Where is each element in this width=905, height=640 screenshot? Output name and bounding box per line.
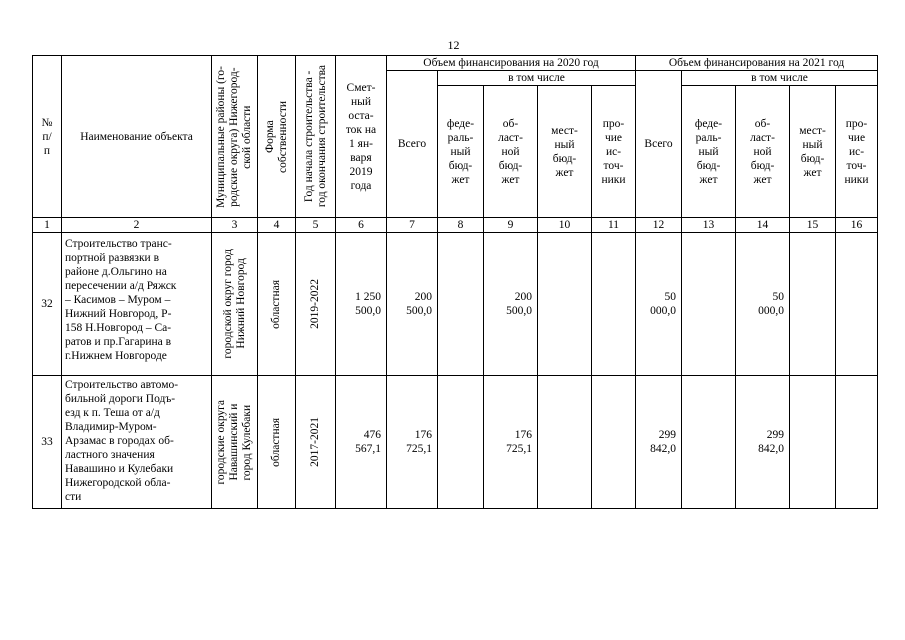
row-local-2020: [538, 376, 592, 509]
row-local-2021: [790, 233, 836, 376]
header-ownership: Форма собственности: [258, 56, 296, 218]
column-number: 13: [682, 218, 736, 233]
row-total-2021: 50 000,0: [636, 233, 682, 376]
header-estimate: Смет- ный оста- ток на 1 ян- варя 2019 года: [336, 56, 387, 218]
header-federal-2020: феде- раль- ный бюд- жет: [438, 86, 484, 218]
row-federal-2020: [438, 233, 484, 376]
row-estimate: 1 250 500,0: [336, 233, 387, 376]
column-number: 11: [592, 218, 636, 233]
column-numbers-row: [33, 218, 878, 233]
row-federal-2021: [682, 233, 736, 376]
column-number: 10: [538, 218, 592, 233]
row-district: городской округ город Нижний Новгород: [212, 233, 258, 376]
row-district: городские округа Навашинский и город Кулебаки: [212, 376, 258, 509]
row-other-2020: [592, 233, 636, 376]
header-other-2020: про- чие ис- точ- ники: [592, 86, 636, 218]
column-number: 3: [212, 218, 258, 233]
header-name: Наименование объекта: [62, 56, 212, 218]
header-num: № п/ п: [33, 56, 62, 218]
column-number: 14: [736, 218, 790, 233]
column-number: 8: [438, 218, 484, 233]
column-number: 7: [387, 218, 438, 233]
financing-table: [32, 55, 878, 509]
row-regional-2020: 200 500,0: [484, 233, 538, 376]
row-regional-2021: 50 000,0: [736, 233, 790, 376]
row-years: 2019-2022: [296, 233, 336, 376]
row-regional-2020: 176 725,1: [484, 376, 538, 509]
row-local-2020: [538, 233, 592, 376]
row-federal-2020: [438, 376, 484, 509]
row-total-2020: 200 500,0: [387, 233, 438, 376]
row-total-2020: 176 725,1: [387, 376, 438, 509]
row-name: Строительство транс- портной развязки в районе д.Ольгино на пересечении а/д Ряжск – Касимов – Муром – Нижний Новгород, Р- 158 Н.Новгород – Са- ратов и пр.Гагарина в г.Нижнем Новгороде: [62, 233, 212, 376]
column-number: 5: [296, 218, 336, 233]
header-other-2021: про- чие ис- точ- ники: [836, 86, 878, 218]
table-row: [33, 233, 878, 376]
header-local-2021: мест- ный бюд- жет: [790, 86, 836, 218]
row-estimate: 476 567,1: [336, 376, 387, 509]
header-regional-2020: об- ласт- ной бюд- жет: [484, 86, 538, 218]
row-name: Строительство автомо- бильной дороги Подъ- езд к п. Теша от а/д Владимир-Муром- Арзамас в городах об- ластного значения Навашино и Кулебаки Нижегородской обла- сти: [62, 376, 212, 509]
header-total-2020: Всего: [387, 71, 438, 218]
column-number: 16: [836, 218, 878, 233]
row-other-2020: [592, 376, 636, 509]
column-number: 15: [790, 218, 836, 233]
row-federal-2021: [682, 376, 736, 509]
column-number: 12: [636, 218, 682, 233]
header-federal-2021: феде- раль- ный бюд- жет: [682, 86, 736, 218]
page-number: 12: [447, 38, 460, 52]
header-district: Муниципальные районы (го- родские округа) Нижегород- ской области: [212, 56, 258, 218]
row-other-2021: [836, 376, 878, 509]
column-number: 6: [336, 218, 387, 233]
header-years: Год начала строительства - год окончания строительства: [296, 56, 336, 218]
row-num: 33: [33, 376, 62, 509]
row-regional-2021: 299 842,0: [736, 376, 790, 509]
header-fin2021: Объем финансирования на 2021 год: [636, 56, 878, 71]
row-other-2021: [836, 233, 878, 376]
header-fin2020: Объем финансирования на 2020 год: [387, 56, 636, 71]
row-num: 32: [33, 233, 62, 376]
row-ownership: областная: [258, 233, 296, 376]
column-number: 4: [258, 218, 296, 233]
column-number: 9: [484, 218, 538, 233]
header-local-2020: мест- ный бюд- жет: [538, 86, 592, 218]
column-number: 1: [33, 218, 62, 233]
header-regional-2021: об- ласт- ной бюд- жет: [736, 86, 790, 218]
column-number: 2: [62, 218, 212, 233]
header-total-2021: Всего: [636, 71, 682, 218]
row-local-2021: [790, 376, 836, 509]
header-including-2020: в том числе: [438, 71, 636, 86]
row-total-2021: 299 842,0: [636, 376, 682, 509]
row-ownership: областная: [258, 376, 296, 509]
row-years: 2017-2021: [296, 376, 336, 509]
header-including-2021: в том числе: [682, 71, 878, 86]
table-row: [33, 376, 878, 509]
